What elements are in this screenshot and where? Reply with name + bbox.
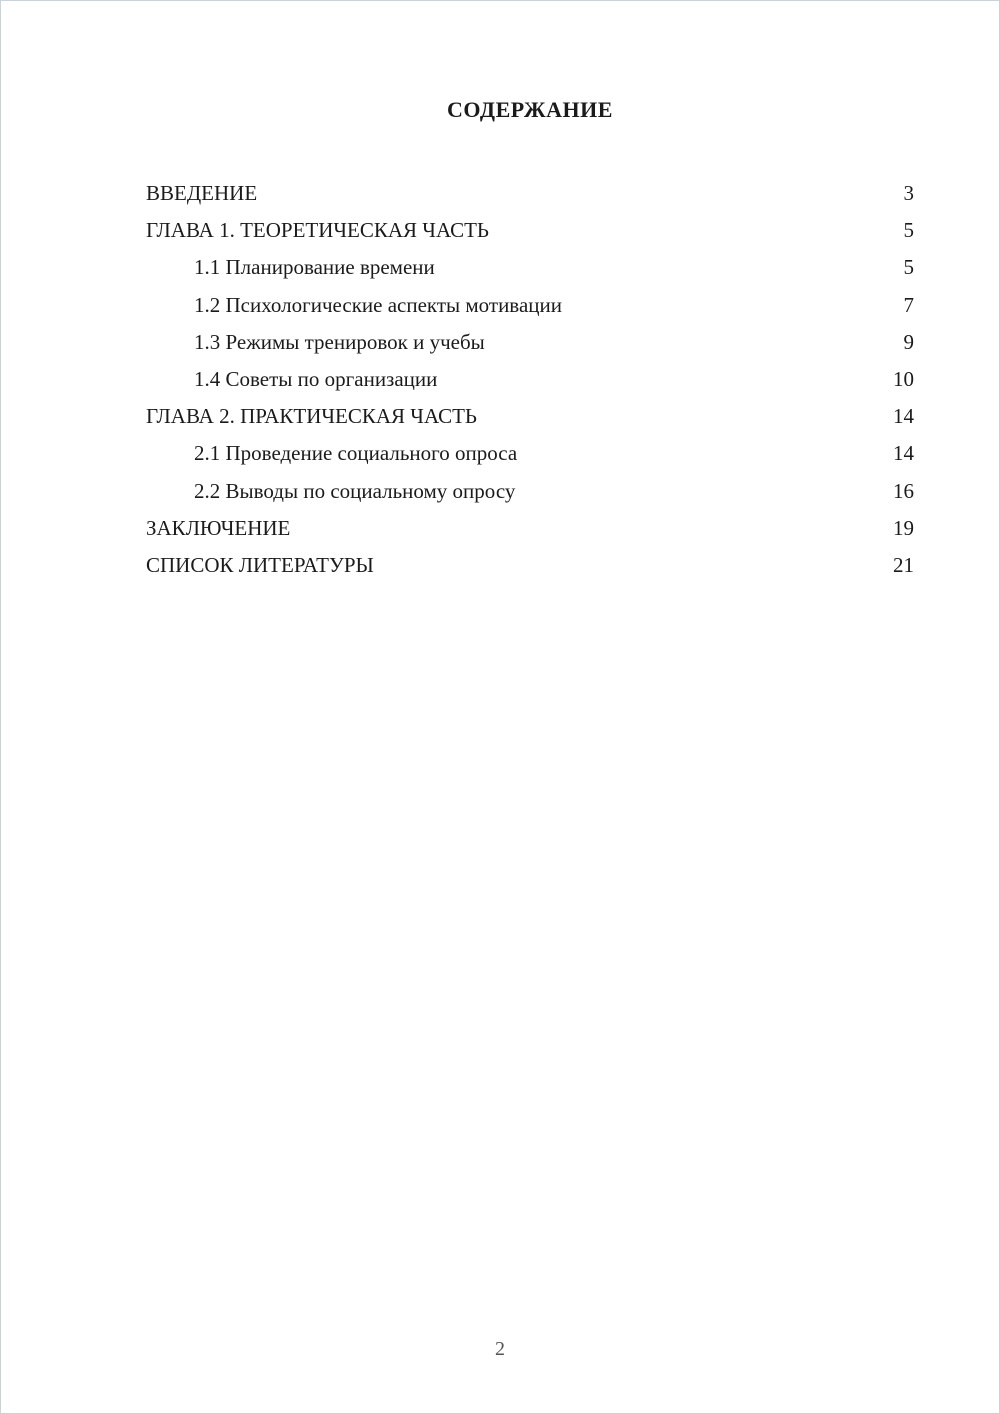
toc-entry-page: 14 (893, 404, 914, 429)
toc-entry-page: 14 (893, 441, 914, 466)
toc-row-section-2-2 (146, 473, 914, 510)
toc-entry-page: 19 (893, 515, 914, 540)
toc-entry-page: 5 (903, 218, 914, 243)
toc-entry-label: 2.1 Проведение социального опроса (194, 441, 518, 466)
toc-entry-label: СПИСОК ЛИТЕРАТУРЫ (146, 553, 374, 578)
toc-row-conclusion (146, 510, 914, 547)
toc-row-section-1-3 (146, 324, 914, 361)
toc-row-section-1-4 (146, 361, 914, 398)
toc-entry-label: ВВЕДЕНИЕ (146, 181, 258, 205)
toc-row-section-1-1 (146, 249, 914, 286)
toc-entry-label: 1.1 Планирование времени (194, 255, 435, 280)
toc-row-section-1-2 (146, 287, 914, 324)
page-title: СОДЕРЖАНИЕ (447, 97, 613, 122)
toc-row-chapter-1 (146, 212, 914, 249)
toc-row-introduction (146, 175, 914, 212)
toc-entry-page: 7 (903, 292, 914, 317)
toc-entry-page: 10 (893, 367, 914, 392)
table-of-contents (146, 175, 914, 584)
toc-entry-label: 1.2 Психологические аспекты мотивации (194, 292, 562, 317)
toc-entry-label: 2.2 Выводы по социальному опросу (194, 478, 516, 503)
toc-entry-label: ГЛАВА 1. ТЕОРЕТИЧЕСКАЯ ЧАСТЬ (146, 218, 489, 243)
toc-entry-page: 5 (903, 255, 914, 280)
toc-entry-page: 9 (903, 329, 914, 354)
toc-row-bibliography (146, 547, 914, 584)
toc-entry-page: 3 (903, 181, 914, 205)
toc-row-chapter-2 (146, 398, 914, 435)
toc-entry-label: ГЛАВА 2. ПРАКТИЧЕСКАЯ ЧАСТЬ (146, 404, 477, 429)
toc-entry-label: 1.4 Советы по организации (194, 367, 438, 392)
toc-entry-label: 1.3 Режимы тренировок и учебы (194, 329, 485, 354)
toc-row-section-2-1 (146, 435, 914, 472)
toc-entry-label: ЗАКЛЮЧЕНИЕ (146, 515, 291, 540)
page-number: 2 (495, 1338, 505, 1360)
toc-entry-page: 16 (893, 478, 914, 503)
toc-entry-page: 21 (893, 553, 914, 578)
